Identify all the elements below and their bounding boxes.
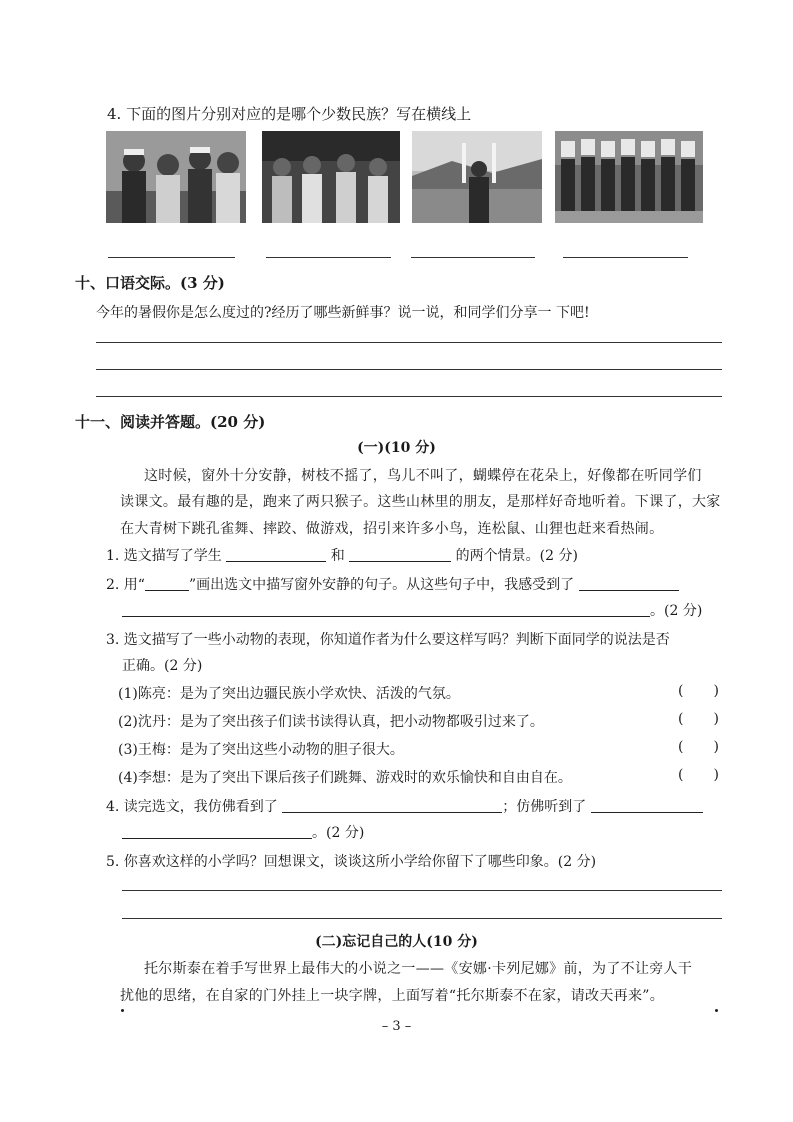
part-2-title: (二)忘记自己的人(10 分)	[315, 934, 478, 950]
q1-blank-2[interactable]	[349, 547, 451, 562]
q4-blank-heard-2[interactable]	[122, 824, 312, 839]
section-10-answer-line-1[interactable]	[96, 342, 722, 343]
q3-item-4: (4)李想：是为了突出下课后孩子们跳舞、游戏时的欢乐愉快和自由自在。	[118, 770, 572, 786]
photo-answer-line-3[interactable]	[411, 257, 535, 258]
q3-judge-3[interactable]: ( )	[678, 739, 719, 755]
passage-line-2: 读课文。最有趣的是，跑来了两只猴子。这些山林里的朋友，是那样好奇地听着。下课了，大家	[120, 494, 721, 510]
q2-blank-2[interactable]	[122, 602, 650, 617]
question-4: 4. 读完选文，我仿佛看到了 ；仿佛听到了	[106, 796, 703, 816]
passage-line-3: 在大青树下跳孔雀舞、摔跤、做游戏，招引来许多小鸟，连松鼠、山狸也赶来看热闹。	[120, 521, 664, 537]
part-1-title: (一)(10 分)	[357, 440, 436, 456]
q5-answer-line-2[interactable]	[122, 918, 722, 919]
q3-judge-1[interactable]: ( )	[678, 683, 719, 699]
photo-ethnic-group-1	[106, 131, 246, 223]
q4-blank-heard-1[interactable]	[591, 798, 703, 813]
q1-blank-1[interactable]	[226, 547, 326, 562]
q5-answer-line-1[interactable]	[122, 890, 722, 891]
q3-item-2: (2)沈丹：是为了突出孩子们读书读得认真，把小动物都吸引过来了。	[118, 714, 544, 730]
section-10-prompt: 今年的暑假你是怎么度过的?经历了哪些新鲜事？说一说，和同学们分享一 下吧!	[96, 305, 590, 321]
passage2-line-1: 托尔斯泰在着手写世界上最伟大的小说之一——《安娜·卡列尼娜》前，为了不让旁人干	[144, 961, 693, 977]
q2-blank-1[interactable]	[579, 576, 679, 591]
photo-answer-line-4[interactable]	[563, 257, 688, 258]
photo-ethnic-group-2	[262, 131, 400, 223]
section-10-answer-line-2[interactable]	[96, 369, 722, 370]
section-10-answer-line-3[interactable]	[96, 396, 722, 397]
q3-item-1: (1)陈亮：是为了突出边疆民族小学欢快、活泼的气氛。	[118, 686, 460, 702]
photo-ethnic-group-4	[555, 131, 703, 223]
emphasis-dot-1	[715, 1009, 718, 1012]
passage2-line-2: 扰他的思绪，在自家的门外挂上一块字牌，上面写着“托尔斯泰不在家，请改天再来”。	[120, 988, 665, 1004]
page-number: – 3 –	[381, 1019, 412, 1034]
section-10-heading: 十、口语交际。(3 分)	[75, 274, 225, 292]
emphasis-dot-2	[121, 1009, 124, 1012]
question-2-line-2: 。(2 分)	[122, 600, 702, 620]
question-5: 5. 你喜欢这样的小学吗？回想课文，谈谈这所小学给你留下了哪些印象。(2 分)	[106, 854, 597, 870]
question-3-line-1: 3. 选文描写了一些小动物的表现，你知道作者为什么要这样写吗？判断下面同学的说法是否	[106, 632, 670, 648]
q3-judge-2[interactable]: ( )	[678, 711, 719, 727]
question-4-line-2: 。(2 分)	[122, 822, 364, 842]
q2-mark-sample	[145, 576, 189, 591]
q3-item-3: (3)王梅：是为了突出这些小动物的胆子很大。	[118, 742, 404, 758]
section-11-heading: 十一、阅读并答题。(20 分)	[75, 413, 266, 431]
photo-answer-line-1[interactable]	[108, 257, 235, 258]
question-2: 2. 用“ ”画出选文中描写窗外安静的句子。从这些句子中，我感受到了	[106, 574, 679, 594]
passage-line-1: 这时候，窗外十分安静，树枝不摇了，鸟儿不叫了，蝴蝶停在花朵上，好像都在听同学们	[144, 468, 702, 484]
question-3-line-2: 正确。(2 分)	[122, 658, 203, 674]
question-1: 1. 选文描写了学生 和 的两个情景。(2 分)	[106, 548, 578, 564]
q4-title: 4. 下面的图片分别对应的是哪个少数民族？写在横线上	[107, 105, 472, 123]
q3-judge-4[interactable]: ( )	[678, 767, 719, 783]
q4-blank-seen[interactable]	[282, 798, 502, 813]
photo-ethnic-group-3	[412, 131, 542, 223]
photo-answer-line-2[interactable]	[266, 257, 391, 258]
